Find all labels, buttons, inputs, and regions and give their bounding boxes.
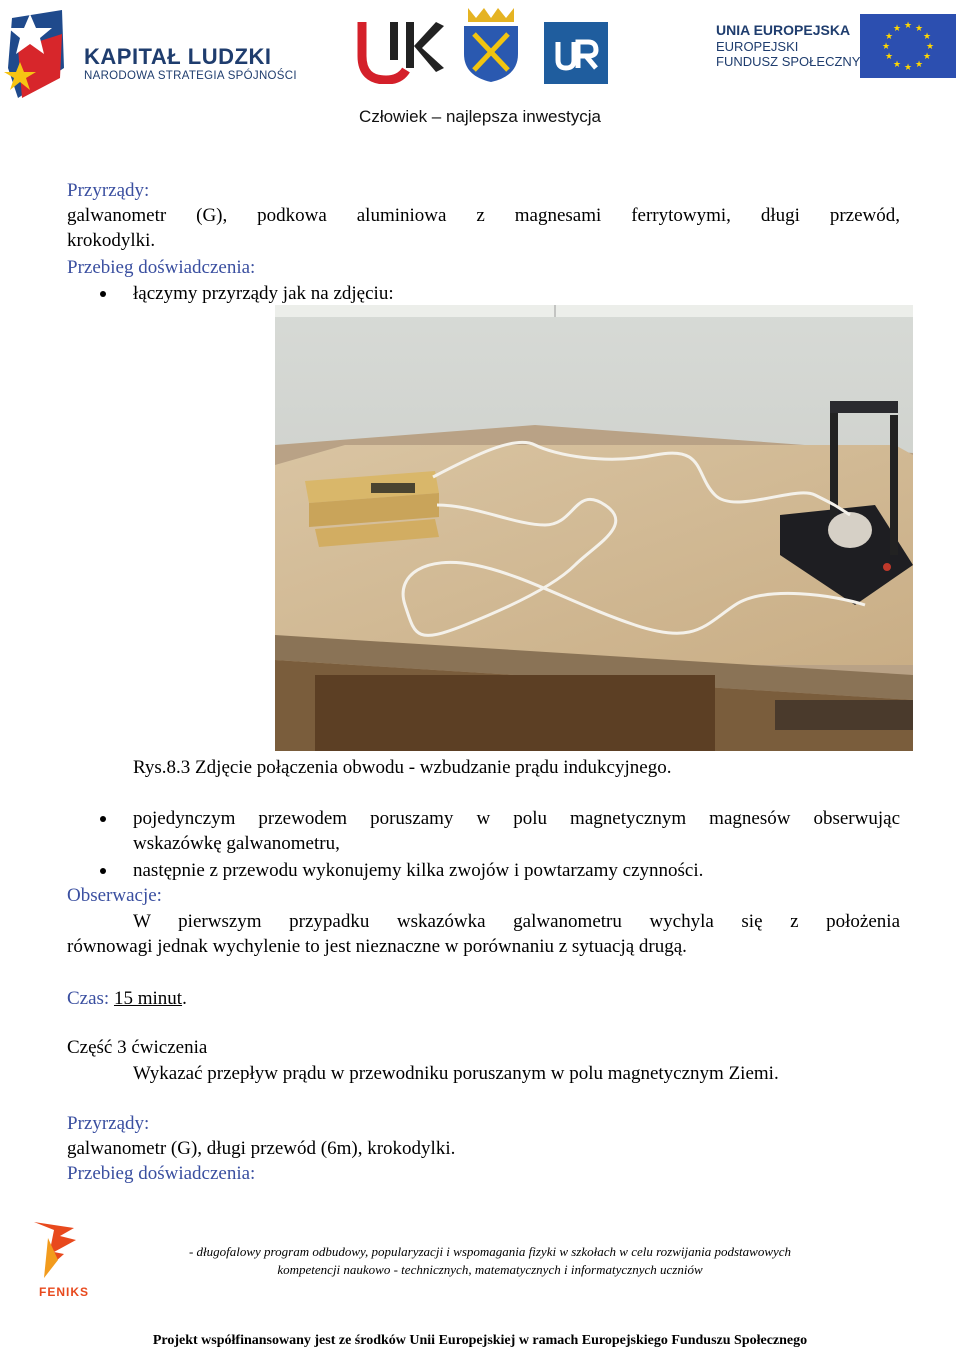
experiment-photo-illustration <box>275 305 913 751</box>
tagline: Człowiek – najlepsza inwestycja <box>359 107 601 126</box>
kapital-ludzki-subtitle: NARODOWA STRATEGIA SPÓJNOŚCI <box>84 70 297 82</box>
svg-text:★: ★ <box>892 60 902 70</box>
observation-line2: równowagi jednak wychylenie to jest nieznaczne w porównaniu z sytuacją drugą. <box>67 936 687 957</box>
tools-line1: galwanometr (G), podkowa aluminiowa z magnesami ferrytowymi, długi przewód, <box>67 205 900 226</box>
footer-line1: - długofalowy program odbudowy, popularyzacji i wspomagania fizyki w szkołach w celu rozwijania podstawowych <box>188 1244 792 1259</box>
time-info <box>67 987 187 1011</box>
figure-caption: Rys.8.3 Zdjęcie połączenia obwodu - wzbudzanie prądu indukcyjnego. <box>133 757 672 778</box>
svg-text:★: ★ <box>881 42 891 52</box>
kapital-ludzki-logo-icon <box>4 8 82 104</box>
step-coils: następnie z przewodu wykonujemy kilka zwojów i powtarzamy czynności. <box>133 860 704 881</box>
svg-text:★: ★ <box>914 60 924 70</box>
footer-line2: kompetencji naukowo - technicznych, matematycznych i informatycznych uczniów <box>277 1262 703 1277</box>
section2-goal: Wykazać przepływ prądu w przewodniku poruszanym w polu magnetycznym Ziemi. <box>133 1063 779 1084</box>
heading-tools: Przyrządy: <box>67 180 150 201</box>
section2-heading-tools: Przyrządy: <box>67 1113 150 1134</box>
svg-text:★: ★ <box>903 21 913 31</box>
section2-tools: galwanometr (G), długi przewód (6m), krokodylki. <box>67 1138 456 1159</box>
footer-funding: Projekt współfinansowany jest ze środków Unii Europejskiej w ramach Europejskiego Funduszu Społecznego <box>152 1333 808 1348</box>
time-label: Czas: <box>67 988 110 1009</box>
svg-text:★: ★ <box>922 52 932 62</box>
step-move-wire-line2: wskazówkę galwanometru, <box>133 833 340 854</box>
step-connect: łączymy przyrządy jak na zdjęciu: <box>133 283 394 304</box>
svg-text:★: ★ <box>884 52 894 62</box>
heading-procedure: Przebieg doświadczenia: <box>67 257 256 278</box>
ur-logo-icon <box>544 22 608 84</box>
section2-heading-procedure: Przebieg doświadczenia: <box>67 1163 256 1184</box>
svg-text:★: ★ <box>922 32 932 42</box>
time-suffix: . <box>182 988 187 1009</box>
eu-fund-line1: EUROPEJSKI <box>716 39 799 54</box>
footer-program-text <box>140 1243 840 1279</box>
kapital-ludzki-title: KAPITAŁ LUDZKI <box>84 44 272 69</box>
feniks-logo-text: FENIKS <box>38 1285 90 1299</box>
university-crest-icon <box>460 4 522 84</box>
eu-fund-line2: FUNDUSZ SPOŁECZNY <box>716 54 861 69</box>
time-value: 15 minut <box>113 988 183 1009</box>
section2-heading: Część 3 ćwiczenia <box>67 1037 208 1058</box>
svg-text:★: ★ <box>914 24 924 34</box>
ujk-logo-icon <box>356 18 446 84</box>
observation-line1: W pierwszym przypadku wskazówka galwanometru wychyla się z położenia <box>133 911 900 932</box>
svg-text:★: ★ <box>903 63 913 73</box>
step-move-wire-line1: pojedynczym przewodem poruszamy w polu magnetycznym magnesów obserwując <box>133 808 900 829</box>
experiment-photo <box>275 305 913 751</box>
eu-flag-icon <box>860 14 956 78</box>
svg-text:★: ★ <box>925 42 935 52</box>
svg-text:★: ★ <box>892 24 902 34</box>
heading-observations: Obserwacje: <box>67 885 162 906</box>
tools-line2: krokodylki. <box>67 230 156 251</box>
eu-title: UNIA EUROPEJSKA <box>716 22 851 38</box>
feniks-logo-icon <box>24 1218 104 1300</box>
svg-text:★: ★ <box>884 32 894 42</box>
